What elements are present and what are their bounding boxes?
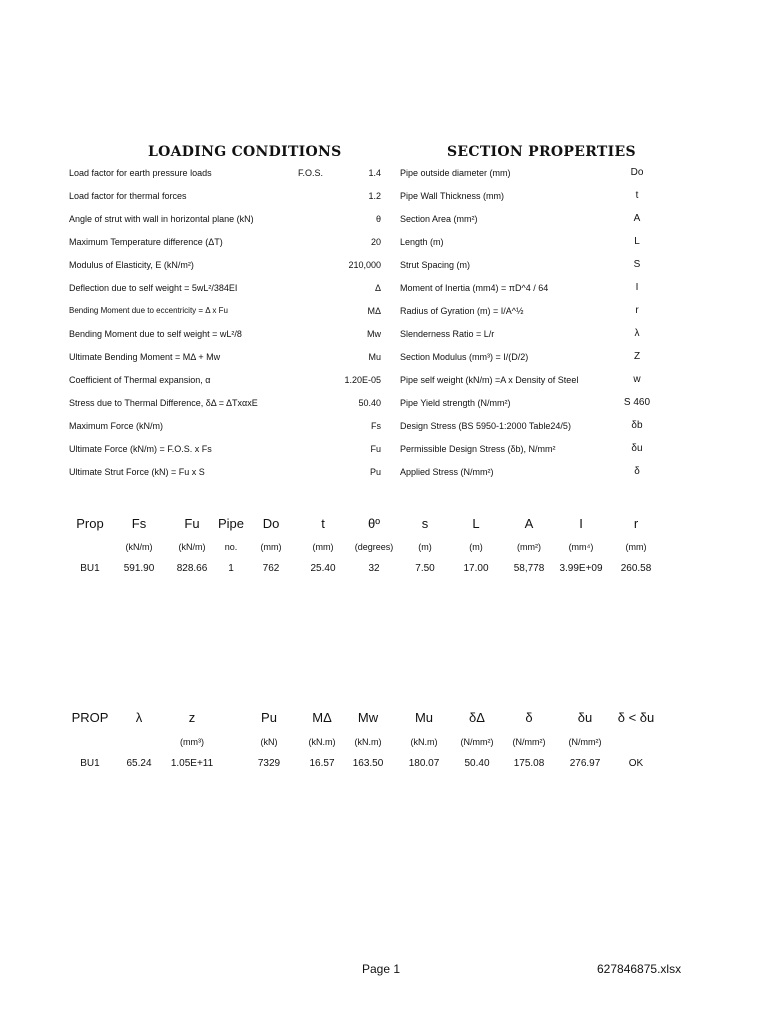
section-label: Pipe Wall Thickness (mm) [400,191,505,201]
properties-table-header-cell: θº [368,516,380,531]
section-label: Pipe Yield strength (N/mm²) [400,398,511,408]
loading-value: MΔ [367,306,381,316]
results-table-header-cell: Pu [261,710,277,725]
properties-table-header-cell: t [321,516,325,531]
properties-table-header-cell: I [579,516,583,531]
properties-table-header-cell: Prop [76,516,104,531]
results-table-header-cell: z [188,710,196,725]
properties-table-header-cell: Do [262,516,280,531]
results-table-header-cell: Mu [414,710,434,725]
properties-table-header-cell: Pipe [217,516,245,531]
page-number: Page 1 [362,962,401,976]
section-symbol: S 460 [623,397,651,408]
results-table-data-cell: 276.97 [569,758,601,769]
loading-value: Pu [369,467,381,477]
loading-value: Δ [374,283,381,293]
loading-label: Ultimate Bending Moment = MΔ + Mw [69,352,221,362]
loading-mid-label: F.O.S. [298,168,324,178]
loading-label: Coefficient of Thermal expansion, α [69,375,211,385]
section-symbol: δb [631,420,643,431]
loading-label: Maximum Force (kN/m) [69,421,163,431]
section-symbol: w [633,374,641,385]
loading-label: Deflection due to self weight = 5wL²/384EI [69,283,238,293]
properties-table-unit-cell: (mm²) [517,542,541,552]
loading-value: 210,000 [348,260,381,270]
results-table-unit-cell: (kN.m) [308,737,336,747]
section-properties-heading: SECTION PROPERTIES [447,144,636,160]
loading-label: Ultimate Force (kN/m) = F.O.S. x Fs [69,444,212,454]
properties-table-header-cell: r [633,516,639,531]
section-symbol: A [633,213,641,224]
results-table-unit-cell: (kN) [260,737,278,747]
section-label: Section Modulus (mm³) = I/(D/2) [400,352,529,362]
loading-label: Modulus of Elasticity, E (kN/m²) [69,260,194,270]
properties-table-unit-cell: (m) [418,542,432,552]
results-table-header-row [0,710,768,730]
loading-value: 1.2 [368,191,381,201]
properties-table-unit-cell: (mm⁴) [568,542,594,552]
results-table-header-cell: δ [525,710,533,725]
section-label: Length (m) [400,237,444,247]
properties-table-header-row [0,516,768,536]
properties-table-unit-cell: (kN/m) [125,542,153,552]
loading-label: Maximum Temperature difference (ΔT) [69,237,223,247]
results-table-header-cell: δu [577,710,593,725]
results-table-header-cell: Mw [357,710,379,725]
properties-table-data-cell: 32 [368,563,380,574]
loading-value: θ [375,214,381,224]
section-symbol: Z [633,351,641,362]
results-table-header-cell: MΔ [312,710,332,725]
section-label: Applied Stress (N/mm²) [400,467,494,477]
results-table-header-cell: PROP [71,710,109,725]
results-table-unit-cell: (N/mm²) [512,737,546,747]
results-table-data-cell: 175.08 [513,758,545,769]
results-table-data-cell: 65.24 [126,758,152,769]
properties-table-unit-cell: (kN/m) [178,542,206,552]
properties-table-header-cell: Fs [131,516,147,531]
section-symbol: t [635,190,639,201]
loading-label: Stress due to Thermal Difference, δΔ = ΔTxαxE [69,398,258,408]
properties-table-data-cell: 828.66 [176,563,208,574]
loading-conditions-heading: LOADING CONDITIONS [148,144,342,160]
section-symbol: δ [634,466,640,477]
loading-label: Load factor for earth pressure loads [69,168,212,178]
results-table-data-cell: 163.50 [352,758,384,769]
section-label: Strut Spacing (m) [400,260,471,270]
loading-value: Mw [367,329,381,339]
properties-table-data-cell: 1 [228,563,234,574]
properties-table-header-cell: L [472,516,480,531]
section-symbol: δu [631,443,643,454]
section-label: Slenderness Ratio = L/r [400,329,495,339]
section-label: Section Area (mm²) [400,214,478,224]
results-table-unit-cell: (kN.m) [410,737,438,747]
properties-table-data-cell: 762 [262,563,280,574]
properties-table-unit-cell: (mm) [625,542,647,552]
loading-value: 20 [370,237,381,247]
loading-label: Angle of strut with wall in horizontal plane (kN) [69,214,254,224]
properties-table-data-row [0,563,768,583]
properties-table-data-cell: 58,778 [513,563,545,574]
loading-label: Bending Moment due to eccentricity = Δ x Fu [69,306,228,315]
results-table-header-cell: λ [135,710,143,725]
section-label: Design Stress (BS 5950-1:2000 Table24/5) [400,421,571,431]
loading-value: 50.40 [358,398,381,408]
properties-table-units-row [0,542,768,562]
properties-table-unit-cell: (mm) [312,542,334,552]
loading-label: Load factor for thermal forces [69,191,187,201]
results-table-data-cell: 50.40 [464,758,490,769]
section-symbol: r [635,305,639,316]
section-symbol: Do [630,167,644,178]
results-table-unit-cell: (N/mm²) [568,737,602,747]
section-symbol: L [634,236,640,247]
section-label: Moment of Inertia (mm4) = πD^4 / 64 [400,283,549,293]
results-table-data-cell: 16.57 [309,758,335,769]
results-table-header-cell: δ < δu [617,710,655,725]
loading-label: Bending Moment due to self weight = wL²/8 [69,329,242,339]
properties-table-header-cell: Fu [184,516,200,531]
loading-label: Ultimate Strut Force (kN) = Fu x S [69,467,205,477]
section-symbol: λ [634,328,640,339]
loading-value: Fu [370,444,381,454]
section-label: Permissible Design Stress (δb), N/mm² [400,444,556,454]
section-symbol: S [633,259,641,270]
properties-table-unit-cell: no. [224,542,238,552]
properties-table-data-cell: 25.40 [310,563,336,574]
section-label: Radius of Gyration (m) = I/A^½ [400,306,524,316]
properties-table-unit-cell: (m) [469,542,483,552]
file-name: 627846875.xlsx [597,962,682,976]
properties-table-header-cell: A [524,516,534,531]
results-table-data-row [0,758,768,778]
results-table-data-cell: OK [628,758,644,769]
properties-table-data-cell: 591.90 [123,563,155,574]
results-table-header-cell: δΔ [469,710,485,725]
properties-table-header-cell: s [421,516,429,531]
results-table-data-cell: 180.07 [408,758,440,769]
section-symbol: I [635,282,639,293]
results-table-data-cell: 1.05E+11 [170,758,214,769]
properties-table-data-cell: 7.50 [415,563,435,574]
properties-table-unit-cell: (degrees) [354,542,394,552]
loading-value: 1.20E-05 [344,375,381,385]
results-table-unit-cell: (N/mm²) [460,737,494,747]
loading-value: Mu [368,352,381,362]
section-label: Pipe outside diameter (mm) [400,168,511,178]
results-table-data-cell: 7329 [257,758,281,769]
section-label: Pipe self weight (kN/m) =A x Density of Steel [400,375,579,385]
loading-value: Fs [371,421,381,431]
results-table-unit-cell: (kN.m) [354,737,382,747]
properties-table-data-cell: 17.00 [463,563,489,574]
results-table-data-cell: BU1 [80,758,100,769]
properties-table-data-cell: 3.99E+09 [559,563,603,574]
loading-value: 1.4 [368,168,381,178]
results-table-units-row [0,737,768,757]
properties-table-unit-cell: (mm) [260,542,282,552]
results-table-unit-cell: (mm³) [180,737,204,747]
properties-table-data-cell: BU1 [80,563,100,574]
properties-table-data-cell: 260.58 [620,563,652,574]
